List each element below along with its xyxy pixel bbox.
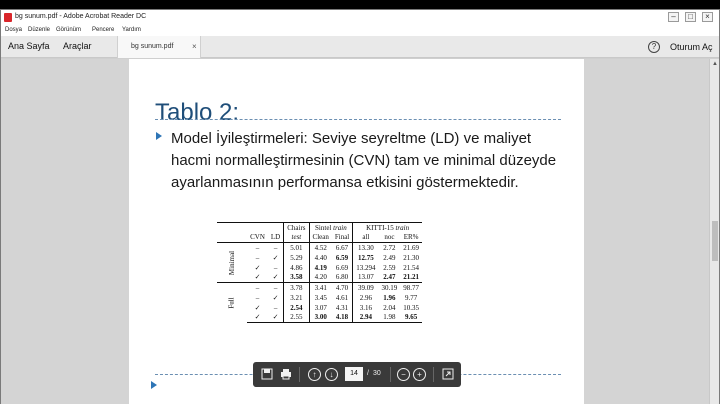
toolbar-divider — [390, 367, 391, 382]
home-tab[interactable]: Ana Sayfa — [8, 41, 50, 51]
page-separator: / — [367, 370, 369, 377]
fit-page-icon[interactable] — [441, 368, 454, 381]
menu-bar — [1, 25, 719, 36]
table-row: ✓ ✓ 2.55 3.00 4.18 2.94 1.98 9.65 — [217, 313, 422, 323]
acrobat-icon — [4, 13, 12, 22]
toolbar-divider — [299, 367, 300, 382]
bullet-arrow-icon — [156, 132, 162, 140]
table-row: – ✓ 5.29 4.40 6.59 12.75 2.49 21.30 — [255, 253, 419, 262]
header-noc: noc — [384, 233, 395, 242]
table-row: ✓ – 2.54 3.07 4.31 3.16 2.04 10.35 — [254, 303, 419, 312]
header-kitti: KITTI-15 train — [353, 223, 422, 233]
vertical-scrollbar[interactable] — [709, 59, 719, 404]
menu-item-pencere[interactable]: Pencere — [92, 27, 115, 33]
maximize-button[interactable]: □ — [685, 12, 696, 22]
menu-item-duzenle[interactable]: Düzenle — [28, 27, 51, 33]
header-test: test — [284, 233, 309, 243]
page-total: 30 — [373, 370, 381, 377]
table-row: Full – – 3.78 3.41 4.70 39.09 30.19 98.77 — [217, 283, 422, 293]
header-er: ER% — [403, 233, 419, 242]
scrollbar-thumb[interactable] — [712, 221, 718, 261]
table-row: Minimal – – 5.01 4.52 6.67 13.30 2.72 21.69 — [217, 243, 422, 253]
table-row: – ✓ 3.21 3.45 4.61 2.96 1.96 9.77 — [255, 293, 418, 302]
login-button[interactable]: Oturum Aç — [670, 42, 713, 52]
document-tab-label: bg sunum.pdf — [131, 43, 174, 50]
save-icon[interactable] — [260, 368, 273, 381]
bottom-arrow-icon — [151, 381, 157, 389]
header-final: Final — [332, 233, 353, 243]
minimize-button[interactable]: – — [668, 12, 679, 22]
app-window — [0, 9, 720, 404]
floating-page-toolbar — [253, 362, 461, 387]
header-all: all — [362, 233, 370, 242]
table-subheader-row — [217, 233, 422, 243]
document-tab[interactable] — [117, 36, 201, 58]
close-tab-icon[interactable]: × — [192, 42, 197, 51]
menu-item-dosya[interactable]: Dosya — [5, 27, 23, 33]
slide-title: Tablo 2: — [155, 99, 240, 126]
scroll-up-icon[interactable]: ▲ — [712, 61, 718, 67]
table-row: ✓ – 4.86 4.19 6.69 13.294 2.59 21.54 — [254, 263, 419, 272]
header-sintel: Sintel train — [309, 223, 353, 233]
group-label-full: Full — [228, 297, 237, 309]
menu-item-yardim[interactable]: Yardım — [122, 27, 141, 33]
menu-item-gorunum[interactable]: Görünüm — [56, 27, 82, 33]
page-number-input[interactable]: 14 — [345, 367, 363, 381]
header-chairs: Chairs — [284, 223, 309, 233]
zoom-out-icon[interactable]: − — [397, 368, 410, 381]
results-table — [217, 222, 422, 323]
tab-bar — [1, 36, 719, 58]
help-icon[interactable]: ? — [648, 41, 660, 53]
tools-tab[interactable]: Araçlar — [63, 41, 92, 51]
zoom-in-icon[interactable]: + — [413, 368, 426, 381]
title-divider — [155, 119, 561, 120]
print-icon[interactable] — [279, 368, 292, 381]
group-label-minimal: Minimal — [228, 250, 237, 275]
header-cvn: CVN — [250, 233, 265, 242]
page-down-icon[interactable]: ↓ — [325, 368, 338, 381]
slide-bullet-text: Model İyileştirmeleri: Seviye seyreltme (LD) ve maliyet hacmi normalleştirmesinin (CVN) tam ve minimal düzeyde ayarlanmasının performansa etkisini göstermektedir. — [171, 130, 557, 191]
header-clean: Clean — [312, 233, 329, 242]
title-bar — [1, 10, 719, 25]
pdf-page — [129, 59, 584, 404]
table-row: ✓ ✓ 3.58 4.20 6.80 13.07 2.47 21.21 — [254, 273, 419, 282]
toolbar-divider — [433, 367, 434, 382]
table-header-row — [217, 223, 422, 233]
header-ld: LD — [268, 233, 284, 243]
close-window-button[interactable]: × — [702, 12, 713, 22]
window-title: bg sunum.pdf - Adobe Acrobat Reader DC — [15, 13, 147, 20]
page-up-icon[interactable]: ↑ — [308, 368, 321, 381]
